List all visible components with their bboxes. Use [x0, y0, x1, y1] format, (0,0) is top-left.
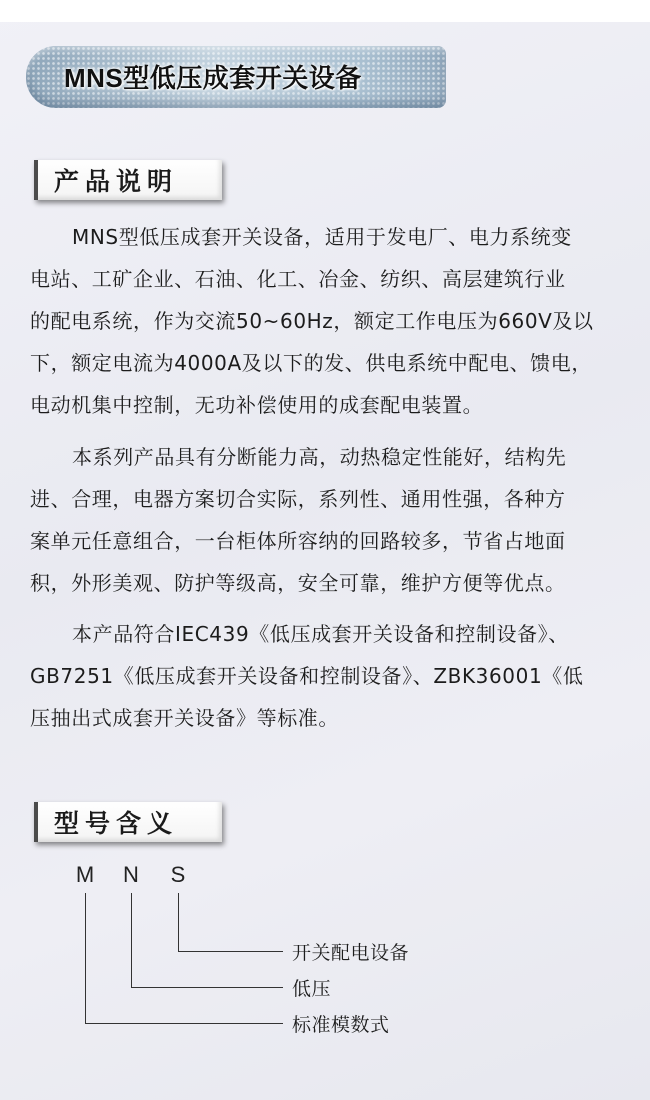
- leader-line-m-vertical: [85, 893, 86, 1023]
- paragraph-line: 积，外形美观、防护等级高，安全可靠，维护方便等优点。: [30, 571, 566, 595]
- model-meaning-m: 标准模数式: [292, 1014, 390, 1036]
- description-paragraph-2: [30, 436, 640, 604]
- leader-line-n-vertical: [131, 893, 132, 987]
- top-white-band: [0, 0, 650, 22]
- model-letter-s: S: [170, 862, 186, 887]
- paragraph-line: 本产品符合IEC439《低压成套开关设备和控制设备》、: [72, 622, 569, 646]
- paragraph-line: 下，额定电流为4000A及以下的发、供电系统中配电、馈电，: [30, 351, 592, 375]
- leader-line-s-vertical: [178, 893, 179, 951]
- leader-line-s-horizontal: [178, 951, 283, 952]
- section-heading-description: 产品说明: [34, 160, 222, 200]
- paragraph-line: 进、合理，电器方案切合实际，系列性、通用性强，各种方: [30, 487, 566, 511]
- model-meaning-n: 低压: [292, 978, 332, 1000]
- section-heading-model: 型号含义: [34, 802, 222, 842]
- paragraph-line: GB7251《低压成套开关设备和控制设备》、ZBK36001《低: [30, 664, 584, 688]
- paragraph-line: MNS型低压成套开关设备，适用于发电厂、电力系统变: [72, 225, 572, 249]
- leader-line-n-horizontal: [131, 987, 283, 988]
- paragraph-line: 电动机集中控制，无功补偿使用的成套配电装置。: [30, 393, 484, 417]
- model-letter-n: N: [123, 862, 139, 887]
- description-paragraph-1: [30, 216, 640, 426]
- description-paragraph-3: [30, 613, 640, 739]
- page-title: MNS型低压成套开关设备: [64, 63, 362, 93]
- paragraph-line: 压抽出式成套开关设备》等标准。: [30, 706, 339, 730]
- paragraph-line: 本系列产品具有分断能力高，动热稳定性能好，结构先: [72, 445, 567, 469]
- paragraph-line: 电站、工矿企业、石油、化工、冶金、纺织、高层建筑行业: [30, 267, 566, 291]
- model-meaning-s: 开关配电设备: [292, 942, 410, 964]
- model-letter-m: M: [75, 862, 95, 887]
- paragraph-line: 的配电系统，作为交流50~60Hz，额定工作电压为660V及以: [30, 309, 594, 333]
- leader-line-m-horizontal: [85, 1023, 283, 1024]
- paragraph-line: 案单元任意组合，一台柜体所容纳的回路较多，节省占地面: [30, 529, 566, 553]
